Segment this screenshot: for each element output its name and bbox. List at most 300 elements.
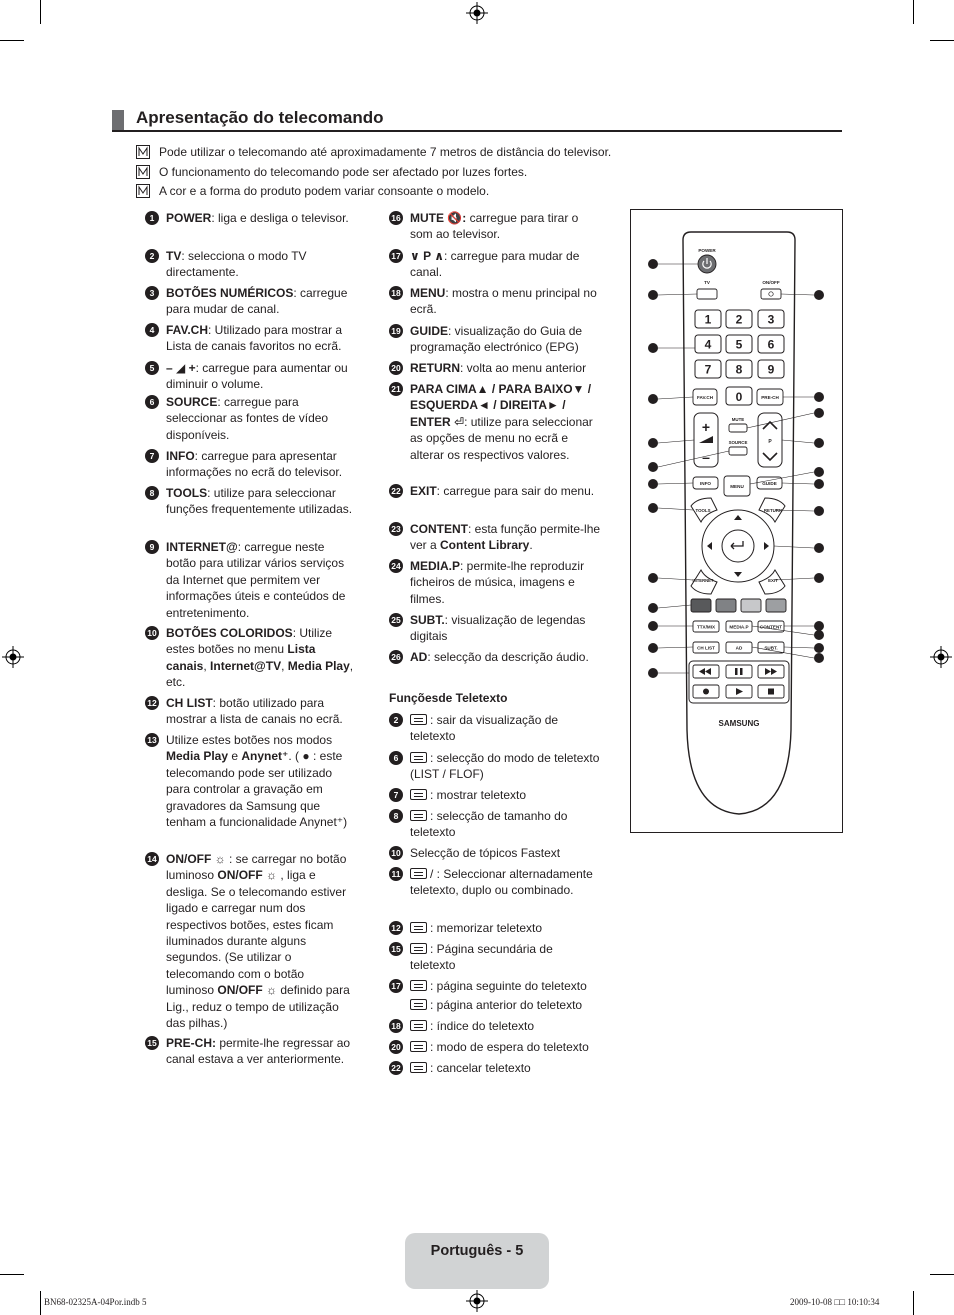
mediap-button-label: MEDIA.P <box>729 624 749 630</box>
source-label: SOURCE <box>728 440 748 445</box>
list-item <box>145 448 355 481</box>
list-item <box>389 360 601 376</box>
item-number-badge: 22 <box>389 1061 403 1075</box>
description-text: : utilize para seleccionar as opções de menu no ecrã e alterar os respectivos valores. <box>410 414 593 462</box>
callout-number: 7 <box>651 481 655 488</box>
item-number-badge: 1 <box>145 211 159 225</box>
callout-number: 1 <box>651 261 655 268</box>
teletext-item <box>389 1039 601 1055</box>
stop-icon <box>768 689 774 695</box>
onoff-label: ON/OFF <box>762 280 780 285</box>
digit-label: 8 <box>735 362 743 377</box>
favch-button-label: FAV.CH <box>696 394 714 400</box>
remote-illustration <box>631 210 842 832</box>
button-name: MENU <box>410 286 446 300</box>
item-number-badge: 20 <box>389 1040 403 1054</box>
item-description <box>410 323 601 356</box>
description-text: ☼ definido para Lig., reduz o tempo de utilização das pilhas.) <box>166 983 350 1031</box>
description-text: : esta função permite-lhe ver a <box>410 522 601 553</box>
callout-number: 4 <box>651 396 655 403</box>
item-number-badge: 2 <box>145 249 159 263</box>
button-name: CH LIST <box>166 696 213 710</box>
description-text: : sair da visualização de teletexto <box>410 713 559 744</box>
mute-label: MUTE <box>731 417 745 422</box>
description-text: : página seguinte do teletexto <box>430 979 587 993</box>
digit-label: 6 <box>767 337 775 352</box>
description-text: : Página secundária de teletexto <box>410 942 553 973</box>
internet-label: INTERNET <box>692 578 714 583</box>
section-bar <box>112 110 124 130</box>
item-number-badge: 7 <box>145 449 159 463</box>
button-name: FAV.CH <box>166 323 209 337</box>
description-text: : botão utilizado para mostrar a lista de canais no ecrã. <box>166 696 343 727</box>
callout-number: 18 <box>816 469 822 476</box>
button-name: GUIDE <box>410 324 449 338</box>
registration-mark-icon <box>466 2 488 24</box>
description-text: . ( ● : este telecomando pode ser utilizado para controlar a gravação em gravadores da Samsung que tenham a funcionalidade Anynet⁺) <box>166 749 348 830</box>
callout-number: 13 <box>650 670 656 677</box>
callout-number: 16 <box>816 410 822 417</box>
list-item <box>389 612 601 645</box>
item-number-badge: 12 <box>389 921 403 935</box>
note-text: A cor e a forma do produto podem variar consoante o modelo. <box>159 184 490 198</box>
item-number-badge: 11 <box>389 867 403 881</box>
item-description <box>410 1018 601 1034</box>
item-number-badge: 22 <box>389 484 403 498</box>
item-number-badge: 8 <box>145 486 159 500</box>
note-text: Pode utilizar o telecomando até aproximadamente 7 metros de distância do televisor. <box>159 145 612 159</box>
button-name: BOTÕES COLORIDOS <box>166 626 293 640</box>
button-name: ON/OFF <box>217 983 263 998</box>
description-text: : carregue para apresentar informações no ecrã do televisor. <box>166 449 343 480</box>
button-name: RETURN <box>410 361 460 375</box>
button-name: SOURCE <box>166 395 218 409</box>
callout-number: 5 <box>651 440 655 447</box>
item-description <box>166 248 355 281</box>
item-description <box>410 920 601 936</box>
ttxmix-button-label: TTX/MIX <box>696 624 716 630</box>
header-rule <box>112 130 842 132</box>
item-number-badge: 6 <box>389 751 403 765</box>
brand-label: SAMSUNG <box>718 719 760 728</box>
description-text: : memorizar teletexto <box>430 921 543 935</box>
description-text: : página anterior do teletexto <box>430 998 583 1012</box>
callout-number: 14 <box>816 292 822 299</box>
description-text: : visualização do Guia de programação electrónico (EPG) <box>410 324 583 355</box>
button-name: EXIT <box>410 484 437 498</box>
callout-number: 15 <box>816 394 822 401</box>
item-number-badge: 20 <box>389 361 403 375</box>
crop-mark <box>913 0 914 24</box>
item-description <box>410 649 601 665</box>
teletext-item <box>389 787 601 803</box>
teletext-key-icon <box>410 980 427 991</box>
button-name: AD <box>410 650 428 664</box>
registration-mark-icon <box>466 1290 488 1312</box>
description-text: : mostra o menu principal no ecrã. <box>410 286 597 317</box>
info-button-label: INFO <box>700 480 711 486</box>
description-text: : selecção de tamanho do teletexto <box>410 809 568 840</box>
registration-mark-icon <box>2 646 24 668</box>
teletext-item <box>389 808 601 841</box>
list-item <box>145 695 355 728</box>
tv-label: TV <box>704 280 710 285</box>
digit-label: 1 <box>704 312 712 327</box>
item-description <box>410 787 601 803</box>
menu-button-label: MENU <box>730 483 744 489</box>
description-text: : carregue para mudar de canal. <box>410 249 580 280</box>
description-text: : selecciona o modo TV directamente. <box>166 249 307 280</box>
item-description <box>410 483 601 499</box>
item-description <box>166 1035 355 1068</box>
teletext-key-icon <box>410 999 427 1010</box>
item-description <box>410 750 601 783</box>
description-text: : permite-lhe reproduzir ficheiros de música, imagens e filmes. <box>410 559 585 606</box>
teletext-item <box>389 1018 601 1034</box>
color-button <box>766 599 786 612</box>
source-button <box>729 447 747 455</box>
return-label: RETURN <box>763 508 783 513</box>
chlist-button-label: CH LIST <box>697 645 715 651</box>
item-description <box>410 978 601 994</box>
digit-label: 2 <box>735 312 743 327</box>
item-description <box>410 866 601 899</box>
teletext-key-icon <box>410 752 427 763</box>
teletext-item <box>389 978 601 994</box>
callout-number: 3 <box>651 345 655 352</box>
digit-label: 3 <box>767 312 775 327</box>
description-text: : modo de espera do teletexto <box>430 1040 589 1054</box>
list-item <box>145 485 355 518</box>
button-name: Internet@TV <box>210 658 282 673</box>
teletext-item <box>389 845 601 861</box>
description-text: permite-lhe regressar ao canal estava a ver anteriormente. <box>166 1036 351 1067</box>
list-item <box>389 558 601 607</box>
list-item <box>389 323 601 356</box>
button-name: TV <box>166 249 182 263</box>
content-button-label: CONTENT <box>759 624 783 630</box>
item-description <box>166 625 355 691</box>
description-text: : Utilizado para mostrar a Lista de canais favoritos no ecrã. <box>166 323 343 354</box>
item-description <box>410 381 601 463</box>
list-item <box>145 851 355 1031</box>
list-item <box>145 210 355 226</box>
exit-label: EXIT <box>768 578 778 583</box>
callout-number: 8 <box>651 505 655 512</box>
callout-number: 11 <box>650 623 656 630</box>
button-name: INTERNET@ <box>166 540 238 554</box>
callout-number: 21 <box>816 545 822 552</box>
list-item <box>145 732 355 830</box>
pause-button <box>726 665 752 678</box>
item-number-badge: 23 <box>389 522 403 536</box>
note-text: O funcionamento do telecomando pode ser afectado por luzes fortes. <box>159 165 528 179</box>
button-name: Content Library <box>440 538 530 553</box>
callout-number: 23 <box>816 623 822 630</box>
description-text: , etc. <box>166 658 354 690</box>
item-number-badge: 3 <box>145 286 159 300</box>
list-item <box>389 381 601 463</box>
description-text: : liga e desliga o televisor. <box>211 211 349 225</box>
description-text: ☼ , liga e desliga. Se o telecomando estiver ligado e carregar num dos respectivos botões, estes ficam iluminados durante alguns segundos. (Se utilizar o telecomando com o botão luminoso <box>166 868 347 998</box>
teletext-key-icon <box>410 1020 427 1031</box>
button-name: PARA CIMA▲ / PARA BAIXO▼ / ESQUERDA◄ / DIREITA► / ENTER ⏎ <box>410 382 592 429</box>
item-number-badge: 10 <box>145 626 159 640</box>
button-name: BOTÕES NUMÉRICOS <box>166 286 294 300</box>
callout-number: 10 <box>650 605 656 612</box>
callout-number: 2 <box>651 292 655 299</box>
description-text: ☼ : se carregar no botão luminoso <box>166 852 347 883</box>
button-name: MUTE 🔇: <box>410 211 467 225</box>
button-name: Media Play <box>287 658 350 673</box>
teletext-heading: Funçõesde Teletexto <box>389 691 508 705</box>
button-name: SUBT. <box>410 613 445 627</box>
item-description <box>410 845 601 861</box>
crop-mark <box>0 1274 24 1275</box>
ad-button-label: AD <box>735 645 743 651</box>
note <box>136 184 489 198</box>
pause-icon <box>735 668 738 675</box>
item-description <box>410 248 601 281</box>
button-name: PRE-CH: <box>166 1036 216 1050</box>
item-number-badge: 15 <box>145 1036 159 1050</box>
item-description <box>410 210 601 243</box>
item-number-badge: 17 <box>389 249 403 263</box>
record-icon <box>703 689 709 695</box>
item-description <box>410 941 601 974</box>
item-number-badge: 18 <box>389 1019 403 1033</box>
list-item <box>145 1035 355 1068</box>
power-label: POWER <box>698 248 716 253</box>
description-text: : utilize para seleccionar funções frequentemente utilizadas. <box>166 486 353 517</box>
teletext-key-icon <box>410 922 427 933</box>
item-number-badge: 4 <box>145 323 159 337</box>
item-number-badge: 19 <box>389 324 403 338</box>
channel-label: P <box>768 439 772 445</box>
item-description <box>410 808 601 841</box>
callout-number: 17 <box>816 440 822 447</box>
button-name: TOOLS <box>166 486 208 500</box>
list-item <box>389 483 601 499</box>
teletext-key-icon <box>410 943 427 954</box>
item-number-badge: 2 <box>389 713 403 727</box>
item-number-badge: 12 <box>145 696 159 710</box>
description-text: e <box>228 749 242 764</box>
description-text: : volta ao menu anterior <box>460 361 587 375</box>
teletext-item <box>389 1060 601 1076</box>
digit-label: 0 <box>735 390 743 404</box>
note <box>136 165 527 179</box>
list-item <box>145 539 355 621</box>
description-text: Selecção de tópicos Fastext <box>410 846 561 860</box>
item-description <box>166 285 355 318</box>
digit-label: 9 <box>767 362 775 377</box>
tools-label: TOOLS <box>695 508 711 513</box>
digit-label: 4 <box>704 337 712 352</box>
description-text: , <box>203 658 211 673</box>
button-name: CONTENT <box>410 522 468 536</box>
print-slug-left: BN68-02325A-04Por.indb 5 <box>44 1297 147 1307</box>
footer-tab <box>405 1233 549 1289</box>
color-button <box>716 599 736 612</box>
item-description <box>410 997 601 1013</box>
teletext-item <box>389 997 601 1013</box>
onoff-button <box>761 289 781 299</box>
volume-up-icon: + <box>701 419 711 435</box>
note-icon <box>136 165 150 179</box>
item-description <box>166 539 355 621</box>
callout-number: 20 <box>816 508 822 515</box>
button-name: ∨ P ∧ <box>410 249 444 263</box>
teletext-item <box>389 920 601 936</box>
description-text: : selecção da descrição áudio. <box>427 650 589 664</box>
item-description <box>410 360 601 376</box>
item-number-badge: 7 <box>389 788 403 802</box>
description-text: : carregue para sair do menu. <box>436 484 595 498</box>
crop-mark <box>40 0 41 24</box>
prech-button-label: PRE-CH <box>761 394 779 400</box>
button-name: MEDIA.P <box>410 559 461 573</box>
item-description <box>166 448 355 481</box>
item-number-badge: 16 <box>389 211 403 225</box>
description-text: : carregue neste botão para utilizar vários serviços da Internet que permitem ver informações úteis e conteúdos de entretenimento. <box>166 540 346 620</box>
callout-number: 19 <box>816 481 822 488</box>
item-description <box>166 322 355 355</box>
description-text: : selecção do modo de teletexto (LIST / FLOF) <box>410 751 600 782</box>
item-description <box>166 485 355 518</box>
page-number: Português - 5 <box>430 1243 524 1259</box>
item-number-badge: 21 <box>389 382 403 396</box>
subt-button-label: SUBT. <box>764 645 778 651</box>
callout-number: 25 <box>816 645 822 652</box>
item-number-badge: 17 <box>389 979 403 993</box>
teletext-key-icon <box>410 789 427 800</box>
list-item <box>389 521 601 554</box>
list-item <box>145 360 355 393</box>
button-name: INFO <box>166 449 195 463</box>
description-text: : carregue para seleccionar as fontes de vídeo disponíveis. <box>166 395 329 442</box>
list-item <box>145 322 355 355</box>
item-number-badge: 13 <box>145 733 159 747</box>
item-number-badge: 26 <box>389 650 403 664</box>
description-text: : visualização de legendas digitais <box>410 613 586 644</box>
callout-number: 22 <box>816 575 822 582</box>
list-item <box>389 285 601 318</box>
description-text: / : Seleccionar alternadamente teletexto, duplo ou combinado. <box>410 867 593 898</box>
item-description <box>410 558 601 607</box>
note <box>136 145 611 159</box>
callout-number: 9 <box>651 575 655 582</box>
list-item <box>145 394 355 443</box>
description-text: carregue para tirar o som ao televisor. <box>410 211 579 242</box>
description-text: : carregue para mudar de canal. <box>166 286 348 317</box>
teletext-key-icon <box>410 1041 427 1052</box>
crop-mark <box>930 40 954 41</box>
button-name: Media Play <box>166 749 229 764</box>
item-number-badge: 24 <box>389 559 403 573</box>
digit-label: 7 <box>704 362 712 377</box>
crop-mark <box>0 40 24 41</box>
description-text: . <box>529 538 533 553</box>
registration-mark-icon <box>930 646 952 668</box>
list-item <box>389 248 601 281</box>
item-description <box>410 612 601 645</box>
crop-mark <box>40 1291 41 1315</box>
list-item <box>145 248 355 281</box>
guide-button-label: GUIDE <box>762 480 777 486</box>
item-number-badge: 14 <box>145 852 159 866</box>
item-description <box>166 695 355 728</box>
teletext-item <box>389 712 601 745</box>
item-description <box>410 1039 601 1055</box>
item-description <box>166 360 355 393</box>
button-name: POWER <box>166 211 212 225</box>
item-number-badge: 18 <box>389 286 403 300</box>
item-number-badge: 8 <box>389 809 403 823</box>
description-text: : cancelar teletexto <box>430 1061 531 1075</box>
description-text: : Utilize estes botões no menu <box>166 626 333 657</box>
digit-label: 5 <box>735 337 743 352</box>
description-text: : índice do teletexto <box>430 1019 535 1033</box>
item-number-badge: 9 <box>145 540 159 554</box>
item-description <box>410 285 601 318</box>
color-button <box>741 599 761 612</box>
note-icon <box>136 145 150 159</box>
teletext-key-icon <box>410 714 427 725</box>
item-number-badge: 15 <box>389 942 403 956</box>
page-title: Apresentação do telecomando <box>136 108 384 127</box>
teletext-key-icon <box>410 868 427 879</box>
crop-mark <box>913 1291 914 1315</box>
button-name: ON/OFF <box>217 868 263 883</box>
teletext-key-icon <box>410 810 427 821</box>
item-description <box>166 851 355 1031</box>
crop-mark <box>930 1274 954 1275</box>
callout-number: 6 <box>651 464 655 471</box>
item-description <box>410 521 601 554</box>
teletext-item <box>389 866 601 899</box>
item-description <box>166 732 355 830</box>
item-description <box>166 394 355 443</box>
description-text: Utilize estes botões nos modos <box>166 733 333 747</box>
item-description <box>166 210 355 226</box>
list-item <box>145 285 355 318</box>
button-name: Anynet⁺ <box>241 749 289 764</box>
description-text: , <box>281 658 288 673</box>
volume-down-icon: – <box>702 449 710 465</box>
description-text: : carregue para aumentar ou diminuir o volume. <box>166 361 348 392</box>
mute-button <box>729 424 747 432</box>
button-name: – ◢ + <box>166 361 196 375</box>
list-item <box>389 210 601 243</box>
callout-number: 12 <box>650 645 656 652</box>
note-icon <box>136 184 150 198</box>
item-number-badge: 5 <box>145 361 159 375</box>
item-number-badge: 10 <box>389 846 403 860</box>
print-slug-right: 2009-10-08 □□ 10:10:34 <box>790 1297 880 1307</box>
item-number-badge: 6 <box>145 395 159 409</box>
teletext-key-icon <box>410 1062 427 1073</box>
pause-icon <box>740 668 743 675</box>
list-item <box>145 625 355 691</box>
item-number-badge: 25 <box>389 613 403 627</box>
teletext-item <box>389 750 601 783</box>
teletext-item <box>389 941 601 974</box>
item-description <box>410 1060 601 1076</box>
color-button <box>691 599 711 612</box>
list-item <box>389 649 601 665</box>
callout-number: 24 <box>816 632 822 639</box>
